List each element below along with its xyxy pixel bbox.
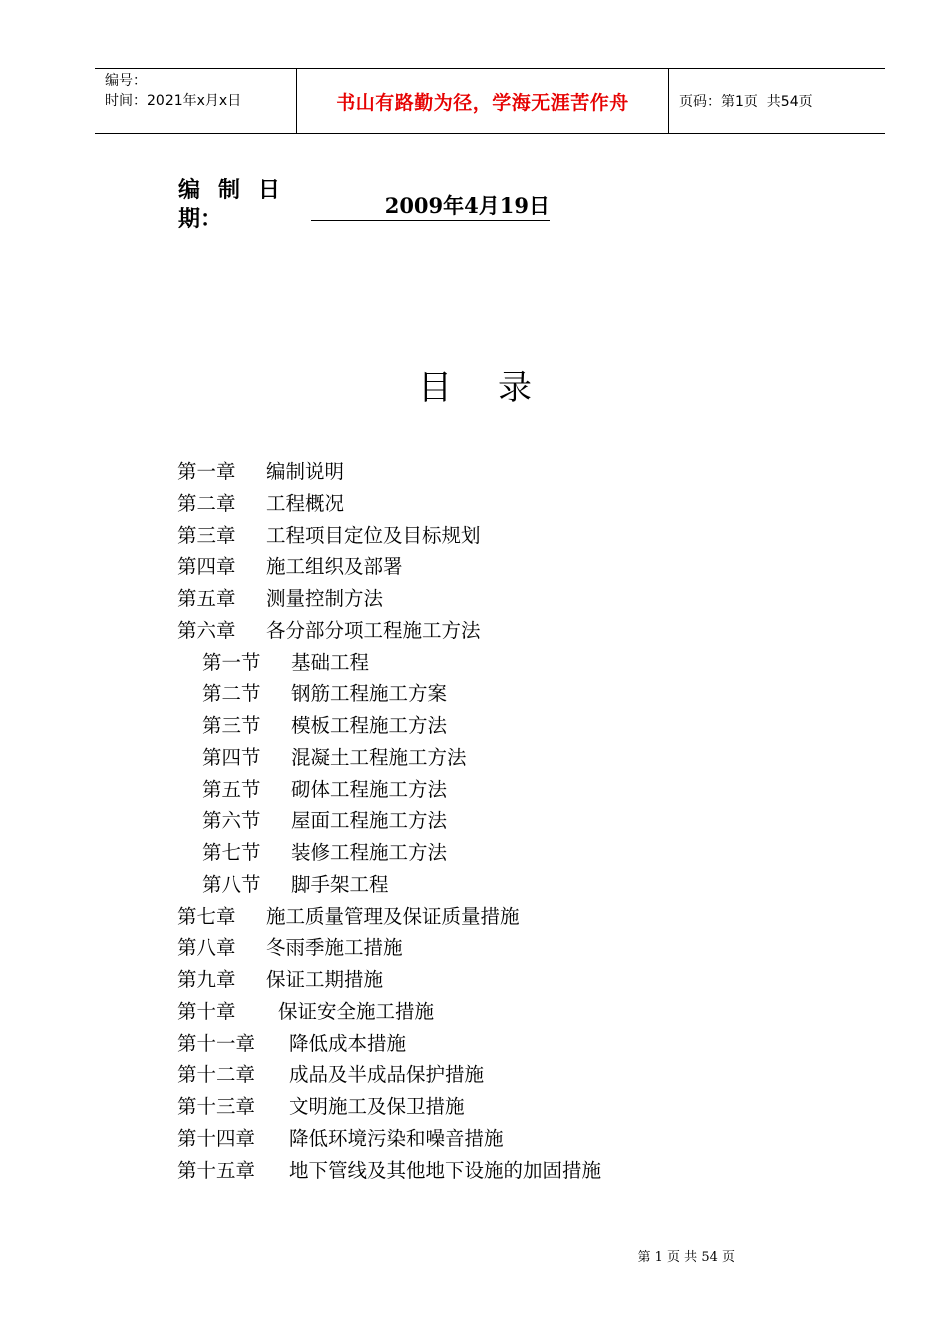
- serial-label: 编号：: [105, 73, 147, 89]
- toc-entry-title: 工程概况: [266, 491, 345, 515]
- toc-entry-title: 施工质量管理及保证质量措施: [266, 904, 520, 928]
- toc-section-entry[interactable]: [177, 774, 601, 806]
- toc-entry-number: 第二章: [177, 491, 236, 515]
- toc-section-entry[interactable]: [177, 805, 601, 837]
- toc-section-entry[interactable]: [177, 678, 601, 710]
- toc-entry[interactable]: [177, 551, 601, 583]
- toc-entry-title: 工程项目定位及目标规划: [266, 523, 481, 547]
- toc-entry-number: 第五章: [177, 587, 236, 610]
- table-of-contents: [177, 456, 601, 1186]
- header-meta: [95, 69, 296, 133]
- toc-entry-number: 第七节: [202, 841, 261, 864]
- toc-entry-number: 第一节: [202, 650, 261, 674]
- toc-entry[interactable]: [177, 901, 601, 933]
- toc-entry-number: 第三章: [177, 523, 236, 547]
- toc-entry[interactable]: [177, 1028, 601, 1060]
- toc-entry-title: 降低环境污染和噪音措施: [289, 1126, 504, 1150]
- toc-section-entry[interactable]: [177, 837, 601, 869]
- toc-section-entry[interactable]: [177, 710, 601, 742]
- toc-entry-title: 保证工期措施: [266, 968, 384, 991]
- toc-entry[interactable]: [177, 1155, 601, 1187]
- toc-entry-number: 第三节: [202, 714, 261, 737]
- header-motto: 书山有路勤为径，学海无涯苦作舟: [296, 69, 669, 133]
- toc-entry[interactable]: [177, 583, 601, 615]
- toc-section-entry[interactable]: [177, 647, 601, 679]
- toc-entry-title: 屋面工程施工方法: [291, 809, 448, 833]
- toc-entry-title: 钢筋工程施工方案: [291, 682, 448, 706]
- toc-entry-title: 施工组织及部署: [266, 555, 403, 579]
- toc-entry-number: 第八章: [177, 936, 236, 960]
- toc-entry-title: 编制说明: [266, 460, 345, 483]
- toc-entry-number: 第十二章: [177, 1063, 256, 1087]
- toc-entry-title: 各分部分项工程施工方法: [266, 618, 481, 642]
- toc-entry-title: 模板工程施工方法: [291, 714, 448, 737]
- toc-section-entry[interactable]: [177, 869, 601, 901]
- page-info-text: 页码：第1页 共54页: [679, 94, 813, 110]
- toc-entry[interactable]: [177, 1123, 601, 1155]
- toc-entry-title: 文明施工及保卫措施: [289, 1095, 465, 1118]
- toc-entry[interactable]: [177, 1091, 601, 1123]
- toc-entry-title: 混凝土工程施工方法: [291, 745, 467, 769]
- toc-entry-number: 第九章: [177, 968, 236, 991]
- toc-entry[interactable]: [177, 520, 601, 552]
- toc-entry-title: 保证安全施工措施: [278, 999, 435, 1023]
- toc-entry-title: 冬雨季施工措施: [266, 936, 403, 960]
- toc-entry[interactable]: [177, 932, 601, 964]
- toc-entry-title: 脚手架工程: [291, 872, 389, 896]
- toc-entry[interactable]: [177, 996, 601, 1028]
- toc-entry-title: 砌体工程施工方法: [291, 777, 448, 801]
- toc-entry-number: 第一章: [177, 460, 236, 483]
- page-header: [95, 68, 885, 134]
- toc-entry-number: 第十五章: [177, 1158, 256, 1182]
- toc-entry[interactable]: [177, 615, 601, 647]
- toc-entry-number: 第六节: [202, 809, 261, 833]
- time-label: 时间：2021年x月x日: [105, 93, 242, 109]
- toc-entry-title: 基础工程: [291, 650, 370, 674]
- toc-entry-title: 装修工程施工方法: [291, 841, 448, 864]
- toc-entry-title: 降低成本措施: [289, 1031, 407, 1055]
- page-footer: 第 1 页 共 54 页: [637, 1250, 735, 1265]
- toc-entry-number: 第十章: [177, 999, 236, 1023]
- toc-entry-number: 第四章: [177, 555, 236, 579]
- compile-date-label: [178, 176, 303, 234]
- compile-date-value: 2009年4月19日: [311, 192, 550, 221]
- compile-date-label-line2: 期：: [178, 207, 223, 232]
- toc-entry-number: 第六章: [177, 618, 236, 642]
- toc-section-entry[interactable]: [177, 742, 601, 774]
- toc-entry-number: 第四节: [202, 745, 261, 769]
- toc-entry-title: 测量控制方法: [266, 587, 384, 610]
- toc-title: 目录: [418, 368, 578, 408]
- toc-entry-number: 第七章: [177, 904, 236, 928]
- toc-entry-number: 第十一章: [177, 1031, 256, 1055]
- toc-entry-title: 地下管线及其他地下设施的加固措施: [289, 1158, 602, 1182]
- toc-entry-number: 第二节: [202, 682, 261, 706]
- compile-date-label-line1: 编制日: [178, 178, 299, 203]
- toc-entry[interactable]: [177, 1059, 601, 1091]
- toc-entry[interactable]: [177, 456, 601, 488]
- toc-entry-number: 第八节: [202, 872, 261, 896]
- toc-entry-number: 第五节: [202, 777, 261, 801]
- toc-entry-number: 第十四章: [177, 1126, 256, 1150]
- toc-entry[interactable]: [177, 964, 601, 996]
- toc-entry[interactable]: [177, 488, 601, 520]
- toc-entry-number: 第十三章: [177, 1095, 256, 1118]
- toc-entry-title: 成品及半成品保护措施: [289, 1063, 485, 1087]
- header-page-info: [669, 69, 885, 133]
